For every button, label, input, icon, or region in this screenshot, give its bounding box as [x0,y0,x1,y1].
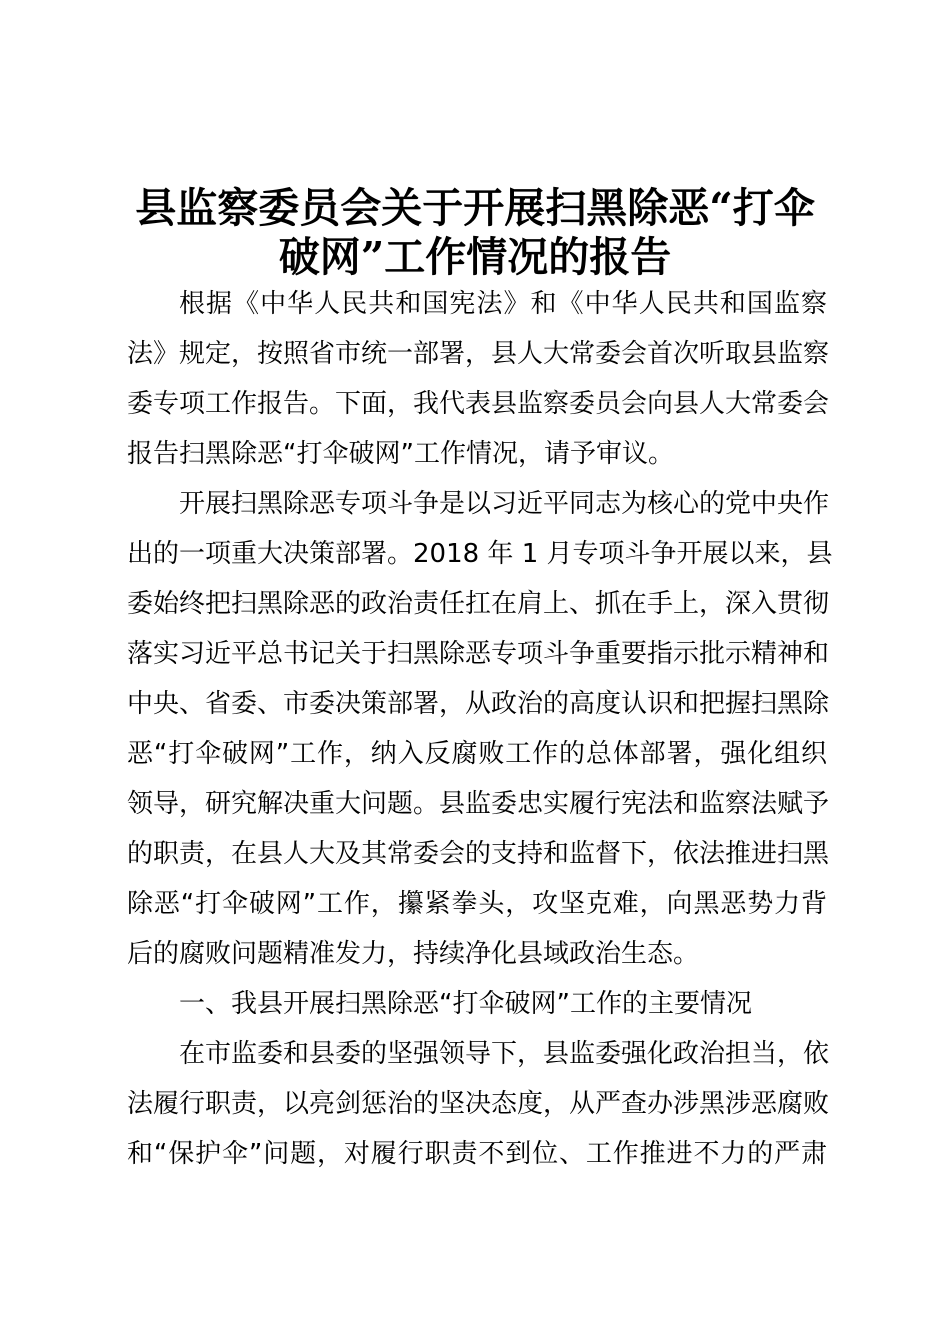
paragraph-1-line-4: 报告扫黑除恶“打伞破网”工作情况，请予审议。 [127,439,674,469]
paragraph-3-line-1: 在市监委和县委的坚强领导下，县监委强化政治担当，依 [179,1039,830,1069]
paragraph-2-line-6: 恶“打伞破网”工作，纳入反腐败工作的总体部署，强化组织 [127,739,827,769]
paragraph-2-line-8: 的职责，在县人大及其常委会的支持和监督下，依法推进扫黑 [127,839,830,869]
paragraph-2-line-5: 中央、省委、市委决策部署，从政治的高度认识和把握扫黑除 [127,689,830,719]
paragraph-3-line-3: 和“保护伞”问题，对履行职责不到位、工作推进不力的严肃 [127,1139,827,1169]
document-title-line-1: 县监察委员会关于开展扫黑除恶“打伞 [135,184,815,232]
paragraph-1-line-3: 委专项工作报告。下面，我代表县监察委员会向县人大常委会 [127,389,830,419]
paragraph-2-line-9: 除恶“打伞破网”工作，攥紧拳头，攻坚克难，向黑恶势力背 [127,889,827,919]
section-heading-1: 一、我县开展扫黑除恶“打伞破网”工作的主要情况 [179,989,752,1019]
paragraph-2-line-1: 开展扫黑除恶专项斗争是以习近平同志为核心的党中央作 [179,489,830,519]
paragraph-2-line-4: 落实习近平总书记关于扫黑除恶专项斗争重要指示批示精神和 [127,639,830,669]
paragraph-1-line-1: 根据《中华人民共和国宪法》和《中华人民共和国监察 [179,289,827,319]
paragraph-3-line-2: 法履行职责，以亮剑惩治的坚决态度，从严查办涉黑涉恶腐败 [127,1089,830,1119]
paragraph-2-line-2: 出的一项重大决策部署。2018 年 1 月专项斗争开展以来，县 [127,539,833,569]
paragraph-2-line-10: 后的腐败问题精准发力，持续净化县域政治生态。 [127,939,700,969]
paragraph-2-line-3: 委始终把扫黑除恶的政治责任扛在肩上、抓在手上，深入贯彻 [127,589,830,619]
paragraph-2-line-7: 领导，研究解决重大问题。县监委忠实履行宪法和监察法赋予 [127,789,830,819]
document-title-line-2: 破网”工作情况的报告 [278,233,672,281]
paragraph-1-line-2: 法》规定，按照省市统一部署，县人大常委会首次听取县监察 [127,339,830,369]
